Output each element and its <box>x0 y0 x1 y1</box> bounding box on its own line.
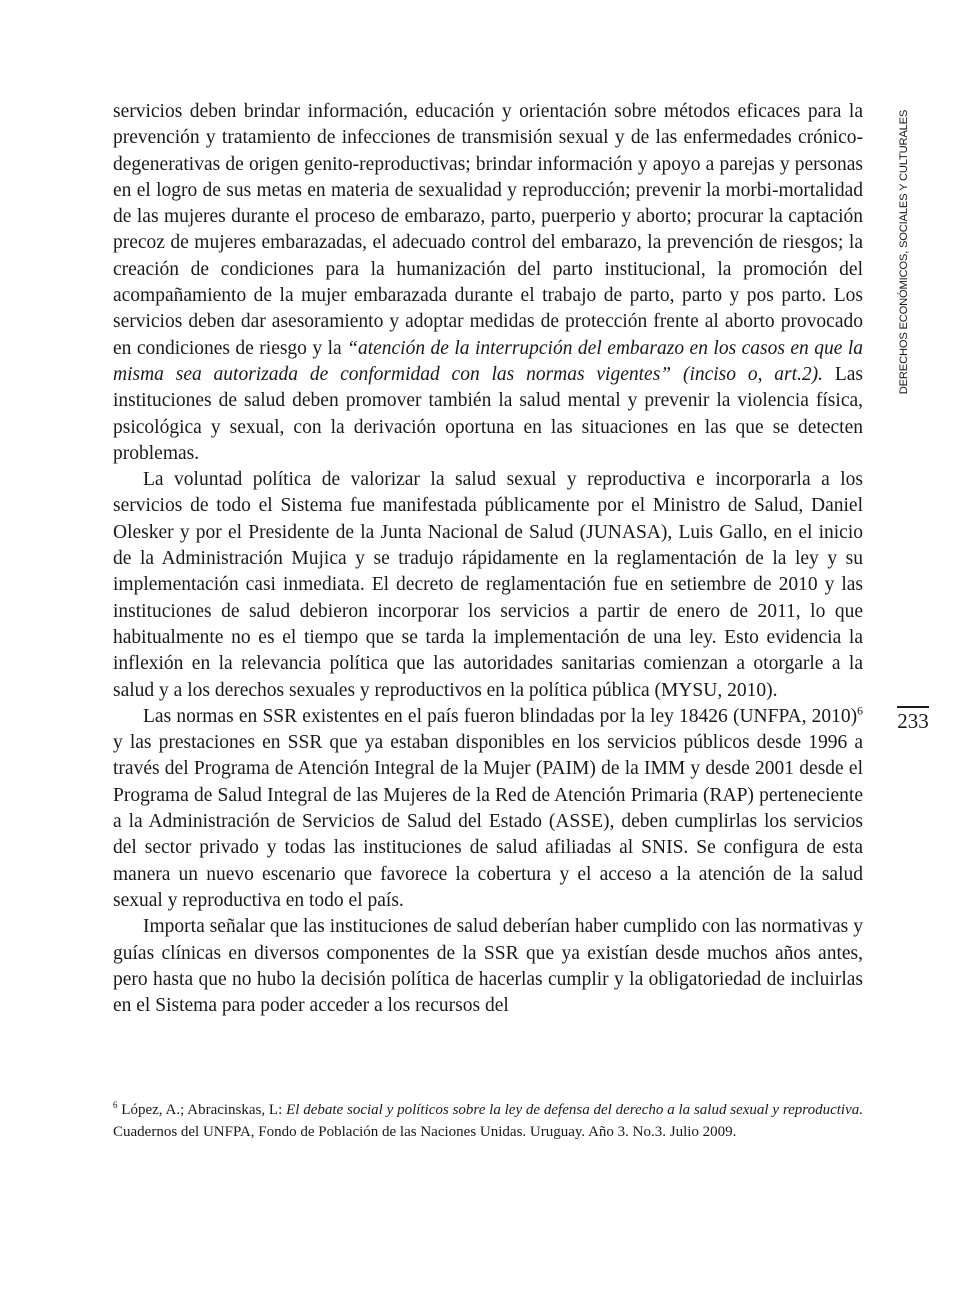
footnote-title: El debate social y políticos sobre la ley de defensa del derecho a la salud sexual y reproductiva. <box>286 1102 863 1118</box>
running-head-sidebar <box>895 100 913 404</box>
running-head: DERECHOS ECONÓMICOS, SOCIALES Y CULTURALES <box>898 109 910 395</box>
footnote-authors: López, A.; Abracinskas, L: <box>117 1102 287 1118</box>
paragraph-3-text-a: Las normas en SSR existentes en el país fueron blindadas por la ley 18426 (UNFPA, 2010) <box>143 705 858 727</box>
paragraph-2: La voluntad política de valorizar la salud sexual y reproductiva e incorporarla a los servicios de todo el Sistema fue manifestada públicamente por el Ministro de Salud, Daniel Olesker y por el Presidente de la Junta Nacional de Salud (JUNASA), Luis Gallo, en el inicio de la Administración Mujica y se tradujo rápidamente en la reglamentación de la ley y su implementación casi inmediata. El decreto de reglamentación fue en setiembre de 2010 y las instituciones de salud debieron incorporar los servicios a partir de enero de 2011, lo que habitualmente no es el tiempo que se tarda la implementación de una ley. Esto evidencia la inflexión en la relevancia política que las autoridades sanitarias comienzan a otorgarle a la salud y a los derechos sexuales y reproductivos en la política pública (MYSU, 2010). <box>113 469 863 701</box>
paragraph-1-text-b: Las instituciones de salud deben promover también la salud mental y prevenir la violencia física, psicológica y sexual, con la derivación oportuna en las situaciones en las que se detecten problemas. <box>113 363 863 464</box>
paragraph-4: Importa señalar que las instituciones de salud deberían haber cumplido con las normativas y guías clínicas en diversos componentes de la SSR que ya existían desde muchos años antes, pero hasta que no hubo la decisión política de hacerlas cumplir y la obligatoriedad de incluirlas en el Sistema para poder acceder a los recursos del <box>113 916 863 1017</box>
page-number: 233 <box>897 709 929 733</box>
paragraph-3-text-b: y las prestaciones en SSR que ya estaban disponibles en los servicios públicos desde 1996 a través del Programa de Atención Integral de la Mujer (PAIM) de la IMM y desde 2001 desde el Programa de Salud Integral de las Mujeres de la Red de Atención Primaria (RAP) perteneciente a la Administración de Servicios de Salud del Estado (ASSE), deben cumplirlas los servicios del sector privado y todas las instituciones de salud afiliadas al SNIS. Se configura de esta manera un nuevo escenario que favorece la cobertura y el acceso a la atención de la salud sexual y reproductiva en todo el país. <box>113 732 863 911</box>
footnote-reference[interactable]: 6 <box>857 704 863 718</box>
body-text <box>113 99 863 1019</box>
footnote-details: Cuadernos del UNFPA, Fondo de Población de las Naciones Unidas. Uruguay. Año 3. No.3. Julio 2009. <box>113 1123 737 1140</box>
footnote <box>113 1100 863 1143</box>
footnote-marker: 6 <box>113 1100 118 1110</box>
paragraph-1 <box>113 99 863 467</box>
paragraph-1-text-a: servicios deben brindar información, educación y orientación sobre métodos eficaces para la prevención y tratamiento de infecciones de transmisión sexual y de las enfermedades crónico-degenerativas de origen genito-reproductivas; brindar información y apoyo a parejas y personas en el logro de sus metas en materia de sexualidad y reproducción; prevenir la morbi-mortalidad de las mujeres durante el proceso de embarazo, parto, puerperio y aborto; procurar la captación precoz de mujeres embarazadas, el adecuado control del embarazo, la prevención de riesgos; la creación de condiciones para la humanización del parto institucional, la promoción del acompañamiento de la mujer embarazada durante el trabajo de parto, parto y pos parto. Los servicios deben dar asesoramiento y adoptar medidas de protección frente al aborto provocado en condiciones de riesgo y la <box>113 101 863 359</box>
paragraph-3 <box>113 704 863 914</box>
legal-quote: “atención de la interrupción del embarazo en los casos en que la misma sea autorizada de conformidad con las normas vigentes” (inciso o, art.2). <box>113 337 863 385</box>
